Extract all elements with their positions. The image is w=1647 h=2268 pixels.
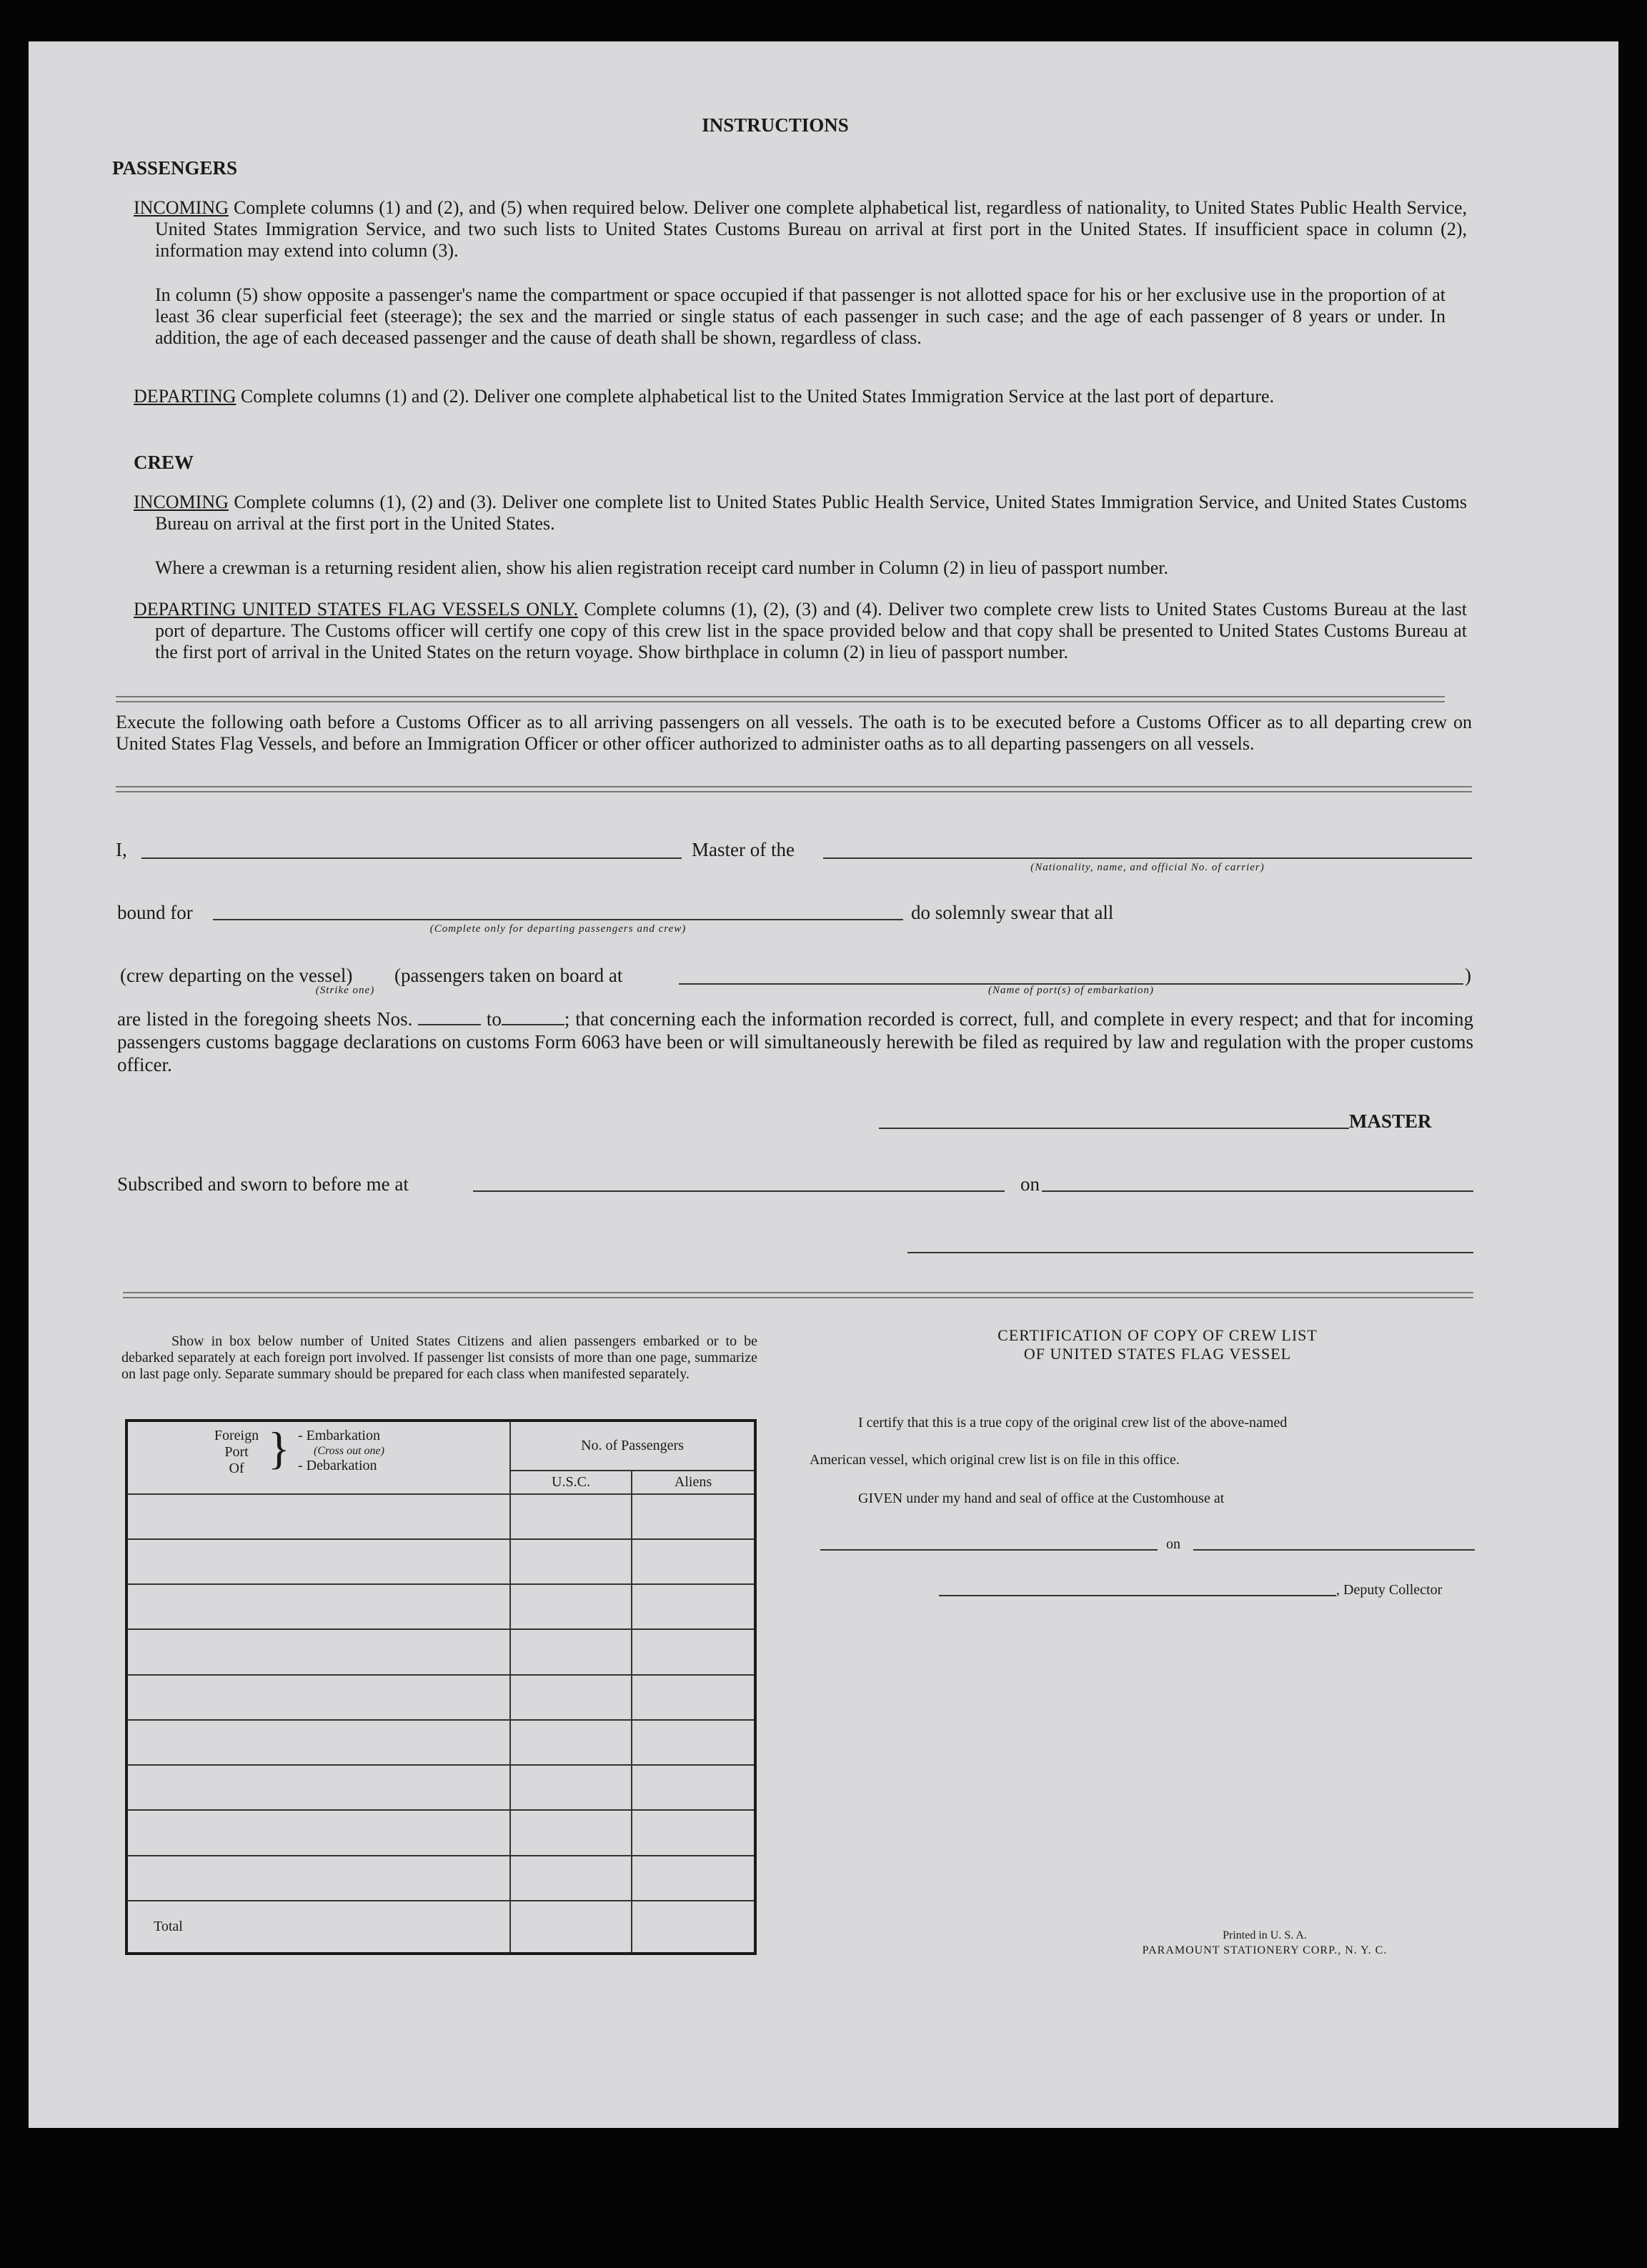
form-page <box>29 41 1618 2128</box>
subscribed-label: Subscribed and sworn to before me at <box>117 1173 409 1195</box>
brace-glyph: } <box>268 1423 290 1473</box>
crewman-paragraph: Where a crewman is a returning resident alien, show his alien registration receipt card number in Column (2) in lieu of passport number. <box>155 557 1169 578</box>
aliens-cell[interactable] <box>632 1539 755 1584</box>
usc-cell[interactable] <box>510 1810 632 1855</box>
passenger-summary-table <box>125 1419 757 1955</box>
cert-on-label: on <box>1166 1536 1180 1552</box>
printed-in-usa: Printed in U. S. A. <box>1223 1929 1307 1941</box>
sheet-from-field[interactable] <box>418 1011 481 1025</box>
certification-title-line2: OF UNITED STATES FLAG VESSEL <box>1023 1345 1292 1363</box>
instructions-title: INSTRUCTIONS <box>702 114 849 136</box>
flag-vessels-text: Complete columns (1), (2), (3) and (4). Deliver two complete crew lists to United States Customs Bureau at the last port of departure. The Customs officer will certify one copy of this crew list in the space provided below and that copy shall be presented to United States Customs Bureau at the first port of arrival in the United States on the return voyage. Show birthplace in column (2) in lieu of passport number. <box>155 599 1468 662</box>
port-cell[interactable] <box>126 1584 510 1629</box>
port-cell[interactable] <box>126 1856 510 1901</box>
listed-text-b: ; that concerning each the information recorded is correct, full, and complete in every respect; and that for incoming passengers customs baggage declarations on customs Form 6063 have been or will simultaneously herewith be filed as required by law and regulation with the proper customs officer. <box>117 1008 1473 1075</box>
carrier-field[interactable] <box>823 857 1472 859</box>
port-label: Port <box>224 1444 249 1460</box>
usc-cell[interactable] <box>510 1856 632 1901</box>
divider <box>116 696 1445 702</box>
aliens-cell[interactable] <box>632 1584 755 1629</box>
printer-name: PARAMOUNT STATIONERY CORP., N. Y. C. <box>1142 1944 1388 1956</box>
close-paren: ) <box>1465 965 1471 986</box>
crew-incoming-text: Complete columns (1), (2) and (3). Deliver one complete list to United States Public Health Service, United States Immigration Service, and United States Customs Bureau on arrival at the first port in the United States. <box>155 492 1468 534</box>
crew-departing-option[interactable]: (crew departing on the vessel) <box>120 965 353 986</box>
usc-cell[interactable] <box>510 1584 632 1629</box>
usc-total-cell[interactable] <box>510 1901 632 1954</box>
aliens-cell[interactable] <box>632 1856 755 1901</box>
divider <box>116 786 1472 792</box>
nationality-caption: (Nationality, name, and official No. of carrier) <box>1030 862 1265 873</box>
sworn-on-label: on <box>1020 1173 1040 1195</box>
certification-title <box>829 1326 1486 1363</box>
passengers-heading: PASSENGERS <box>112 157 238 179</box>
sworn-place-field[interactable] <box>473 1190 1005 1192</box>
certify-line2: American vessel, which original crew list is on file in this office. <box>810 1452 1180 1468</box>
embarkation-label: - Embarkation <box>298 1428 380 1443</box>
aliens-header: Aliens <box>632 1471 755 1494</box>
bound-for-field[interactable] <box>213 919 903 920</box>
officer-signature-field[interactable] <box>907 1252 1473 1253</box>
column5-paragraph: In column (5) show opposite a passenger's name the compartment or space occupied if that passenger is not allotted space for his or her exclusive use in the proportion of at least 36 clear superficial feet (steerage); the sex and the married or single status of each passenger in such case; and the age of each passenger of 8 years or under. In addition, the age of each deceased passenger and the cause of death shall be shown, regardless of class. <box>155 284 1446 348</box>
given-line: GIVEN under my hand and seal of office at the Customhouse at <box>858 1491 1225 1506</box>
listed-text-a: are listed in the foregoing sheets Nos. <box>117 1008 413 1030</box>
crew-incoming-label: INCOMING <box>134 492 229 512</box>
incoming-text: Complete columns (1) and (2), and (5) when required below. Deliver one complete alphabetical list, regardless of nationality, to United States Public Health Service, United States Immigration Service, and two such lists to United States Customs Bureau on arrival at first port in the United States. If insufficient space in column (2), information may extend into column (3). <box>155 197 1468 261</box>
no-of-passengers-header: No. of Passengers <box>510 1421 755 1471</box>
port-header-cell <box>126 1421 510 1494</box>
usc-cell[interactable] <box>510 1720 632 1765</box>
strike-one-caption: (Strike one) <box>315 985 375 996</box>
port-cell[interactable] <box>126 1539 510 1584</box>
sworn-date-field[interactable] <box>1042 1190 1473 1192</box>
aliens-total-cell[interactable] <box>632 1901 755 1954</box>
crew-incoming-paragraph <box>134 492 1467 534</box>
divider <box>123 1292 1473 1298</box>
port-cell[interactable] <box>126 1629 510 1674</box>
do-solemnly-label: do solemnly swear that all <box>911 902 1114 923</box>
usc-cell[interactable] <box>510 1765 632 1810</box>
port-cell[interactable] <box>126 1765 510 1810</box>
cross-out-one-label: (Cross out one) <box>314 1445 384 1457</box>
port-cell[interactable] <box>126 1720 510 1765</box>
total-label: Total <box>126 1901 510 1954</box>
name-of-ports-caption: (Name of port(s) of embarkation) <box>988 985 1154 996</box>
crew-heading: CREW <box>134 452 194 473</box>
passengers-taken-option[interactable]: (passengers taken on board at <box>394 965 623 986</box>
foreign-label: Foreign <box>214 1428 259 1443</box>
complete-only-caption: (Complete only for departing passengers and crew) <box>429 923 687 935</box>
certify-line1: I certify that this is a true copy of the original crew list of the above-named <box>858 1415 1288 1431</box>
port-cell[interactable] <box>126 1810 510 1855</box>
listed-paragraph <box>117 1008 1473 1076</box>
usc-cell[interactable] <box>510 1675 632 1720</box>
summary-note: Show in box below number of United States Citizens and alien passengers embarked or to be debarked separately at each foreign port involved. If passenger list consists of more than one page, summarize on last page only. Separate summary should be prepared for each class when manifested separately. <box>121 1333 757 1382</box>
flag-vessels-paragraph <box>134 599 1467 663</box>
flag-vessels-label: DEPARTING UNITED STATES FLAG VESSELS ONLY. <box>134 599 578 620</box>
aliens-cell[interactable] <box>632 1720 755 1765</box>
deputy-collector-label: , Deputy Collector <box>1336 1582 1443 1598</box>
certification-title-line1: CERTIFICATION OF COPY OF CREW LIST <box>997 1326 1318 1344</box>
customhouse-field[interactable] <box>820 1549 1158 1551</box>
aliens-cell[interactable] <box>632 1629 755 1674</box>
aliens-cell[interactable] <box>632 1810 755 1855</box>
cert-date-field[interactable] <box>1193 1549 1475 1551</box>
debarkation-label: - Debarkation <box>298 1458 377 1473</box>
to-label: to <box>486 1008 502 1030</box>
bound-for-label: bound for <box>117 902 193 923</box>
sheet-to-field[interactable] <box>502 1011 564 1025</box>
passengers-incoming-paragraph <box>134 197 1467 262</box>
printer-imprint <box>1100 1928 1429 1958</box>
aliens-cell[interactable] <box>632 1494 755 1539</box>
departing-text: Complete columns (1) and (2). Deliver one complete alphabetical list to the United States Immigration Service at the last port of departure. <box>240 386 1275 407</box>
master-signature-field[interactable] <box>879 1128 1349 1129</box>
usc-header: U.S.C. <box>510 1471 632 1494</box>
departing-label: DEPARTING <box>134 386 237 407</box>
oath-i-label: I, <box>116 839 127 860</box>
oath-intro: Execute the following oath before a Customs Officer as to all arriving passengers on all vessels. The oath is to be executed before a Customs Officer as to all departing crew on United States Flag Vessels, and before an Immigration Officer or other officer authorized to administer oaths as to all departing passengers on all vessels. <box>116 712 1472 754</box>
master-of-the-label: Master of the <box>692 839 795 860</box>
master-label: MASTER <box>1349 1110 1432 1132</box>
aliens-cell[interactable] <box>632 1675 755 1720</box>
of-label: Of <box>229 1461 244 1476</box>
port-cell[interactable] <box>126 1494 510 1539</box>
port-cell[interactable] <box>126 1675 510 1720</box>
usc-cell[interactable] <box>510 1494 632 1539</box>
incoming-label: INCOMING <box>134 197 229 218</box>
departing-paragraph <box>134 386 1467 407</box>
usc-cell[interactable] <box>510 1629 632 1674</box>
master-name-field[interactable] <box>141 857 682 859</box>
usc-cell[interactable] <box>510 1539 632 1584</box>
aliens-cell[interactable] <box>632 1765 755 1810</box>
deputy-signature-field[interactable] <box>939 1595 1336 1596</box>
